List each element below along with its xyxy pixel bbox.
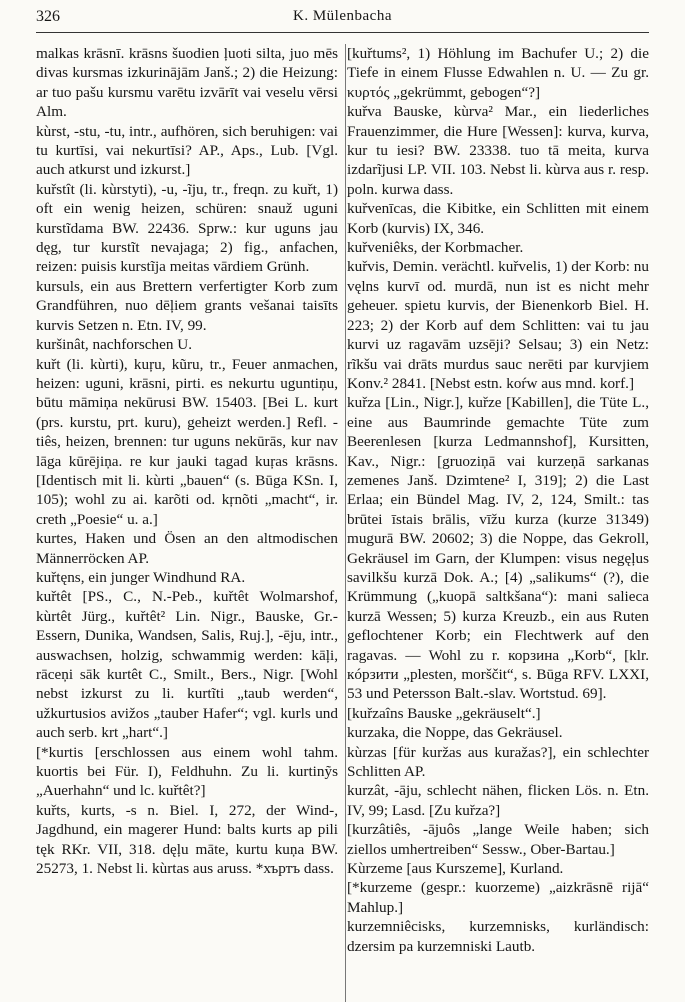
entry-kursinat: kuršinât, nachforschen U. xyxy=(36,336,193,354)
entry-kurtet: kuřtêt [PS., C., N.-Peb., kuřtêt Wolmarshof, kùrtêt Jürg., kuřtêt² Lin. Nigr., Bauske, Gr.-Essern, Dunika, Wandsen, Salis, Ruj.], -ēju, intr., auswachsen, holzig, schwammig werden: kāļi, rāceņi sāk kurtêt C., Smilt., Bers., Nigr. [Wohl nebst izkurst zu li. kurtĩti „taub werden“, užkurtusios avižos „tauber Hafer“; vgl. kurls und auch serb. krt „hart“.] xyxy=(36,588,338,742)
left-column xyxy=(36,44,338,956)
entry-kurts: kuřts, kurts, -s n. Biel. I, 272, der Wind-, Jagdhund, ein magerer Hund: balts kurts ap pili tęk RKr. VII, 318. dęļu māte, kurtu kuņa BW. 25273, 1. Nebst li. kùrtas aus aruss. *хъртъ dass. xyxy=(36,801,338,878)
entry-kurt: kuřt (li. kùrti), kuŗu, kũru, tr., Feuer anmachen, heizen: uguni, krāsni, pirti. es nekurtu uguntiņu, būtu māmiņa nekūrusi BW. 15403. [Bei L. kurt (prs. kurstu, prt. kuru), geheizt werden.] Refl. -tiês, heizen, brennen: tur uguns nekūrās, kur nav lāga kūrējiņa. re kur jauki tagad kuŗas krāsns. [Identisch mit li. kùrti „bauen“ (s. Būga KSn. I, 105); wohl zu ai. karõti od. kŗnõti „macht“, ir. creth „Poesie“ u. a.] xyxy=(36,355,338,528)
entry-kurzeme-dialect: [*kurzeme (gespr.: kuorzeme) „aizkrāsnē rijā“ Mahlup.] xyxy=(347,879,649,916)
page-number: 326 xyxy=(36,8,60,25)
entry-kurst: kùrst, -stu, -tu, intr., aufhören, sich beruhigen: vai tu kurtīsi, vai nekurtīsi? AP., Aps., Lub. [Vgl. auch atkurst und izkurst.] xyxy=(36,122,338,179)
entry-kurzaka: kurzaka, die Noppe, das Gekräusel. xyxy=(347,724,563,742)
column-divider xyxy=(345,44,346,1002)
entry-kurza: kuřza [Lin., Nigr.], kuřze [Kabillen], die Tüte L., eine aus Baumrinde gemachte Tüte zum Beerenlesen [kurza Ledmannshof], Kursitten, Kav., Nigr.: [gruoziņā vai kurzeņā sarkanas zemenes Janš. Dzimtene² I, 319]; 2) die Last Erlaa; ein Bündel Mag. IV, 2, 124, Smilt.: tas brūtei īstais brālis, vīžu kurza (kurze 31349) mugurā BW. 20602; 3) die Noppe, das Gekroll, Gekräusel im Garn, der Klumpen: visus negęļus savilkšu kurzā Dok. A.; [4) „salikums“ (?), die Krümmung („kuopā saltkšana“): mani salieca kurzā Wessen; 5) kurza Kreuzb., ein aus Ruten geflochtener Korb; ein Flechtwerk auf den ragavas. — Wohl zu r. корзина „Korb“, [klr. кóрзити „plesten, morščit“, s. Būga RFV. LXXI, 53 und Petersson Balt.-slav. Wortstud. 69]. xyxy=(347,394,649,703)
entry-kurzeme: Kùrzeme [aus Kurszeme], Kurland. xyxy=(347,860,564,878)
entry-kurzat: kurzât, -āju, schlecht nähen, flicken Lös. n. Etn. IV, 99; Lasd. [Zu kuřza?] xyxy=(347,782,649,819)
entry-kurstit: kuřstît (li. kùrstyti), -u, -ĩju, tr., freqn. zu kuřt, 1) oft ein wenig heizen, schüren: snauž uguni kurstĩdama BW. 22436. Sprw.: kur uguns jau dęg, tur kurstĩt nevajaga; 2) fig., anfachen, reizen: puisis kurstĩja meitas vārdiem Grünh. xyxy=(36,180,338,276)
page-header xyxy=(36,8,649,33)
entry-malkas-continued: malkas krāsnī. krāsns šuodien ļuoti silta, juo mēs divas kursmas izkurinājām Janš.; 2) die Heizung: ar tuo pašu kursmu varētu izvārīt vai veselu vērsi Alm. xyxy=(36,45,338,121)
two-column-body xyxy=(36,44,649,956)
entry-kurtums: [kuřtums², 1) Höhlung im Bachufer U.; 2) die Tiefe in einem Flusse Edwahlen n. U. — Zu gr. κυρτός „gekrümmt, gebogen“?] xyxy=(347,45,649,101)
entry-kurtens: kuřtęns, ein junger Windhund RA. xyxy=(36,568,246,586)
entry-kurva: kuřva Bauske, kùrva² Mar., ein liederliches Frauenzimmer, die Hure [Wessen]: kurva, kurva, kur tu iesi? BW. 23338. tuo tā meita, kurva izdarĩjusi LP. VII. 103. Nebst li. kùrva aus r. resp. poln. kurwa dass. xyxy=(347,103,649,198)
entry-kurvenieks: kuřveniêks, der Korbmacher. xyxy=(347,239,524,257)
entry-kurtis: [*kurtis [erschlossen aus einem wohl tahm. kuortis bei Für. I), Feldhuhn. Zu li. kurtinỹs „Auerhahn“ und lc. kuřtêt?] xyxy=(36,743,338,800)
right-column xyxy=(347,44,649,956)
entry-kurvenicas: kuřvenīcas, die Kibitke, ein Schlitten mit einem Korb (kurvis) IX, 346. xyxy=(347,200,649,237)
entry-kurtes: kurtes, Haken und Ösen an den altmodischen Männerröcken AP. xyxy=(36,530,338,567)
entry-kurzas: kùrzas [für kuržas aus kuražas?], ein schlechter Schlitten AP. xyxy=(347,743,649,781)
entry-kurvis: kuřvis, Demin. verächtl. kuřvelis, 1) der Korb: nu vęlns kurvī od. murdā, nun ist es nicht mehr geheuer. spietu kurvis, der Bienenkorb Biel. H. 223; 2) der Korb auf dem Schlitten: vai tu jau kurvi uz ragavām uzsēji? Selsau; 3) ein Netz: rĩkšu vai drāts murdus sauc nerēti par kurvjiem Konv.² 2841. [Nebst estn. koŕw aus mnd. korf.] xyxy=(347,258,649,392)
entry-kurzaties: [kurzâtiês, -ājuôs „lange Weile haben; sich ziellos umhertreiben“ Sessw., Ober-Bartau.] xyxy=(347,821,649,858)
running-title: K. Mülenbacha xyxy=(293,8,392,24)
entry-kurzains: [kuřzaîns Bauske „gekräuselt“.] xyxy=(347,704,541,722)
entry-kursuls: kursuls, ein aus Brettern verfertigter Korb zum Grandführen, nuo dēļiem grants vešanai taisīts kurvis Setzen n. Etn. IV, 99. xyxy=(36,277,338,334)
entry-kurzemniecisks: kurzemniêcisks, kurzemnisks, kurländisch: dzersim pa kurzemniski Lautb. xyxy=(347,918,649,955)
